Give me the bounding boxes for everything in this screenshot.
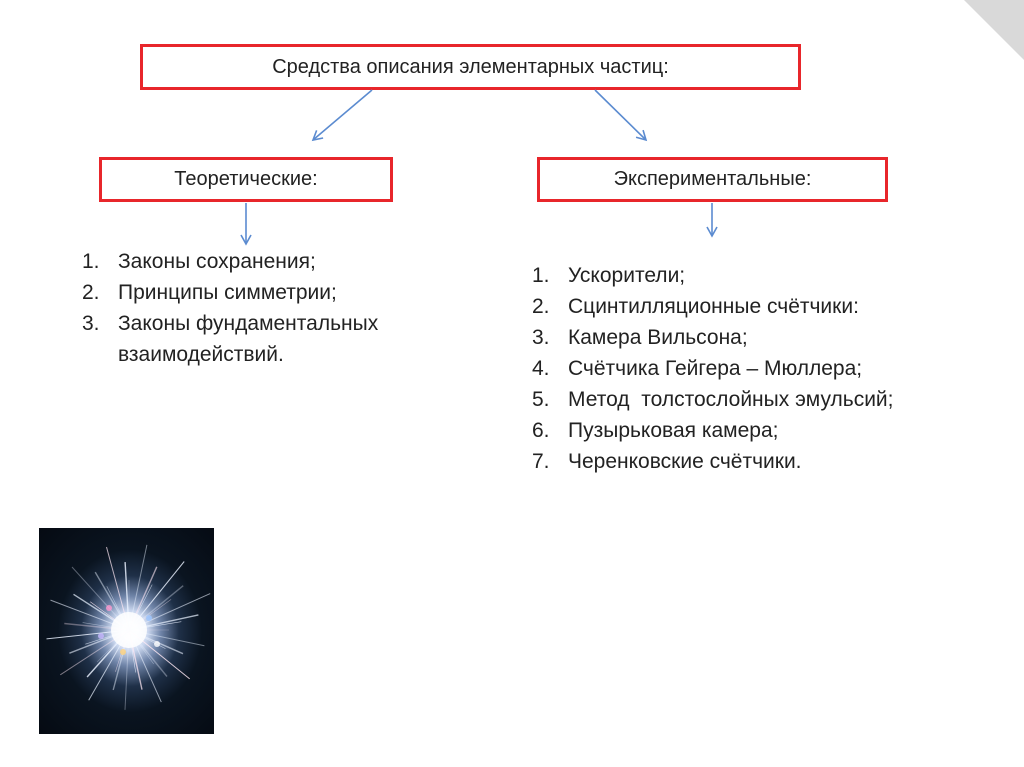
list-item-number: 2. xyxy=(82,281,100,304)
page-curl-corner xyxy=(964,0,1024,60)
list-item xyxy=(532,291,1002,322)
list-item-text: Счётчика Гейгера – Мюллера; xyxy=(568,357,863,380)
burst-rays xyxy=(39,528,214,734)
list-item-number: 7. xyxy=(532,450,550,473)
list-item-number: 3. xyxy=(82,312,100,335)
arrow-main-to-experimental xyxy=(595,90,646,140)
list-item xyxy=(82,246,462,277)
main-heading-label: Средства описания элементарных частиц: xyxy=(272,55,669,78)
list-item xyxy=(82,308,462,370)
list-item xyxy=(532,384,1002,415)
list-item-text: Камера Вильсона; xyxy=(568,326,748,349)
list-item-number: 2. xyxy=(532,295,550,318)
list-item xyxy=(532,322,1002,353)
list-item xyxy=(532,446,1002,477)
list-item-text: Пузырьковая камера; xyxy=(568,419,779,442)
list-item xyxy=(532,353,1002,384)
list-item-number: 3. xyxy=(532,326,550,349)
list-item-text: Законы сохранения; xyxy=(118,250,316,273)
list-item-number: 4. xyxy=(532,357,550,380)
list-item xyxy=(532,260,1002,291)
list-item-text: Принципы симметрии; xyxy=(118,281,337,304)
list-item-text: Черенковские счётчики. xyxy=(568,450,802,473)
theoretical-label: Теоретические: xyxy=(174,168,318,190)
list-item xyxy=(82,277,462,308)
list-item-number: 1. xyxy=(532,264,550,287)
list-item-text: Метод толстослойных эмульсий; xyxy=(568,388,894,411)
arrow-main-to-theory xyxy=(313,90,372,140)
list-item-number: 1. xyxy=(82,250,100,273)
list-item-number: 6. xyxy=(532,419,550,442)
experimental-list xyxy=(532,260,1002,477)
experimental-box xyxy=(537,157,888,202)
list-item-text: Ускорители; xyxy=(568,264,686,287)
list-item-text: Законы фундаментальных взаимодействий. xyxy=(118,312,379,366)
main-heading-box xyxy=(140,44,801,90)
theoretical-list xyxy=(82,246,462,370)
theoretical-box xyxy=(99,157,393,202)
list-item xyxy=(532,415,1002,446)
list-item-text: Сцинтилляционные счётчики: xyxy=(568,295,859,318)
particle-burst-image xyxy=(39,528,214,734)
list-item-number: 5. xyxy=(532,388,550,411)
experimental-label: Экспериментальные: xyxy=(613,168,812,190)
